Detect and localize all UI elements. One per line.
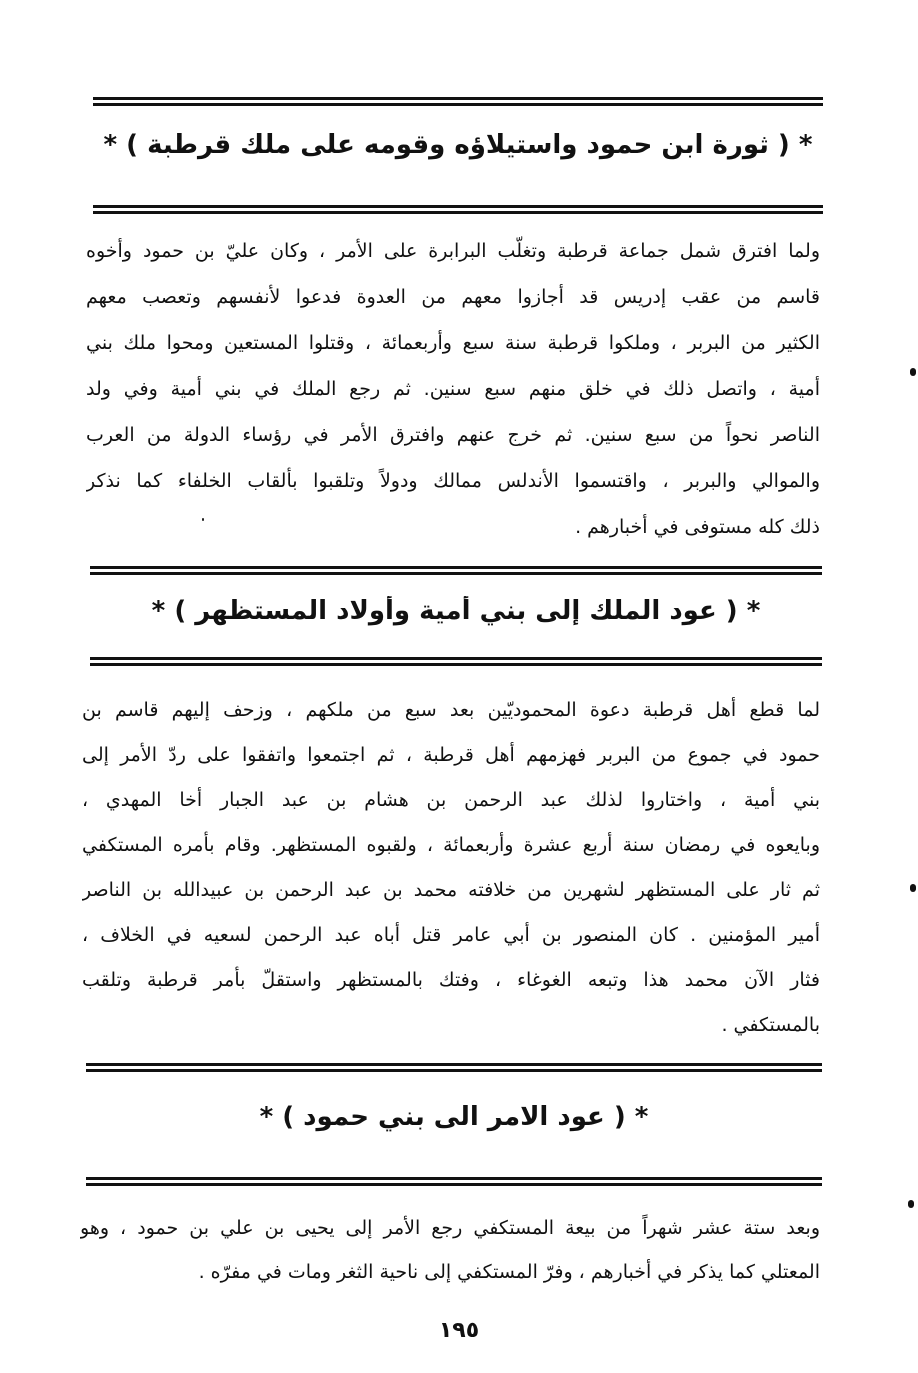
section-3-paragraph: [80, 1206, 820, 1294]
section-3-line: وبعد ستة عشر شهراً من بيعة المستكفي رجع الأمر إلى يحيى بن علي بن حمود ، وهو: [80, 1217, 820, 1239]
section-1-line: والموالي والبربر ، واقتسموا الأندلس ممالك ودولاً وتلقبوا بألقاب الخلفاء كما نذكر: [86, 470, 820, 492]
section-2-line: فثار الآن محمد هذا وتبعه الغوغاء ، وفتك بالمستظهر واستقلّ بأمر قرطبة وتلقب: [82, 969, 820, 991]
section-3-top-rule: [86, 1063, 822, 1072]
section-1-bottom-rule: [93, 205, 823, 214]
section-1-line: الناصر نحواً من سبع سنين. ثم خرج عنهم وافترق الأمر في رؤساء الدولة من العرب: [86, 424, 820, 446]
section-1-line: ذلك كله مستوفى في أخبارهم .: [575, 516, 820, 538]
section-2-line: أمير المؤمنين . كان المنصور بن أبي عامر قتل أباه عبد الرحمن لسعيه في الخلاف ،: [82, 924, 820, 946]
section-heading-1: * ( ثورة ابن حمود واستيلاؤه وقومه على ملك قرطبة ) *: [103, 130, 813, 160]
section-3-bottom-rule: [86, 1177, 822, 1186]
margin-dot: [908, 1200, 914, 1208]
scan-speck: [202, 518, 204, 521]
section-3-line: المعتلي كما يذكر في أخبارهم ، وفرّ المستكفي إلى ناحية الثغر ومات في مفرّه .: [198, 1261, 820, 1283]
section-2-line: ثم ثار على المستظهر لشهرين من خلافته محمد بن عبد الرحمن بن عبيدالله بن الناصر: [82, 879, 820, 901]
section-2-line: لما قطع أهل قرطبة دعوة المحموديّين بعد سبع من ملكهم ، وزحف إليهم قاسم بن: [82, 699, 820, 721]
section-2-paragraph: [82, 688, 820, 1048]
section-2-line: بالمستكفي .: [721, 1014, 820, 1036]
page-number: ١٩٥: [438, 1318, 480, 1343]
section-1-paragraph: [86, 228, 820, 550]
margin-dot: [910, 884, 916, 892]
section-2-line: حمود في جموع من البربر فهزمهم أهل قرطبة ، ثم اجتمعوا واتفقوا على ردّ الأمر إلى: [82, 744, 820, 766]
section-2-line: بني أمية ، واختاروا لذلك عبد الرحمن بن هشام بن عبد الجبار أخا المهدي ،: [82, 789, 820, 811]
section-1-line: أمية ، واتصل ذلك في خلق منهم سبع سنين. ثم رجع الملك في بني أمية وفي ولد: [86, 378, 820, 400]
section-2-bottom-rule: [90, 657, 822, 666]
section-2-top-rule: [90, 566, 822, 575]
section-1-line: ولما افترق شمل جماعة قرطبة وتغلّب البرابرة على الأمر ، وكان عليّ بن حمود وأخوه: [86, 240, 820, 262]
section-heading-2: * ( عود الملك إلى بني أمية وأولاد المستظهر ) *: [151, 596, 761, 626]
section-1-line: قاسم من عقب إدريس قد أجازوا معهم من العدوة فدعوا لأنفسهم وتعصب معهم: [86, 286, 820, 308]
top-double-rule: [93, 97, 823, 106]
section-2-line: وبايعوه في رمضان سنة أربع عشرة وأربعمائة ، ولقبوه المستظهر. وقام بأمره المستكفي: [82, 834, 820, 856]
section-1-line: الكثير من البربر ، وملكوا قرطبة سنة سبع وأربعمائة ، وقتلوا المستعين ومحوا ملك بني: [86, 332, 820, 354]
section-heading-3: * ( عود الامر الى بني حمود ) *: [259, 1102, 649, 1132]
margin-dot: [910, 368, 916, 376]
